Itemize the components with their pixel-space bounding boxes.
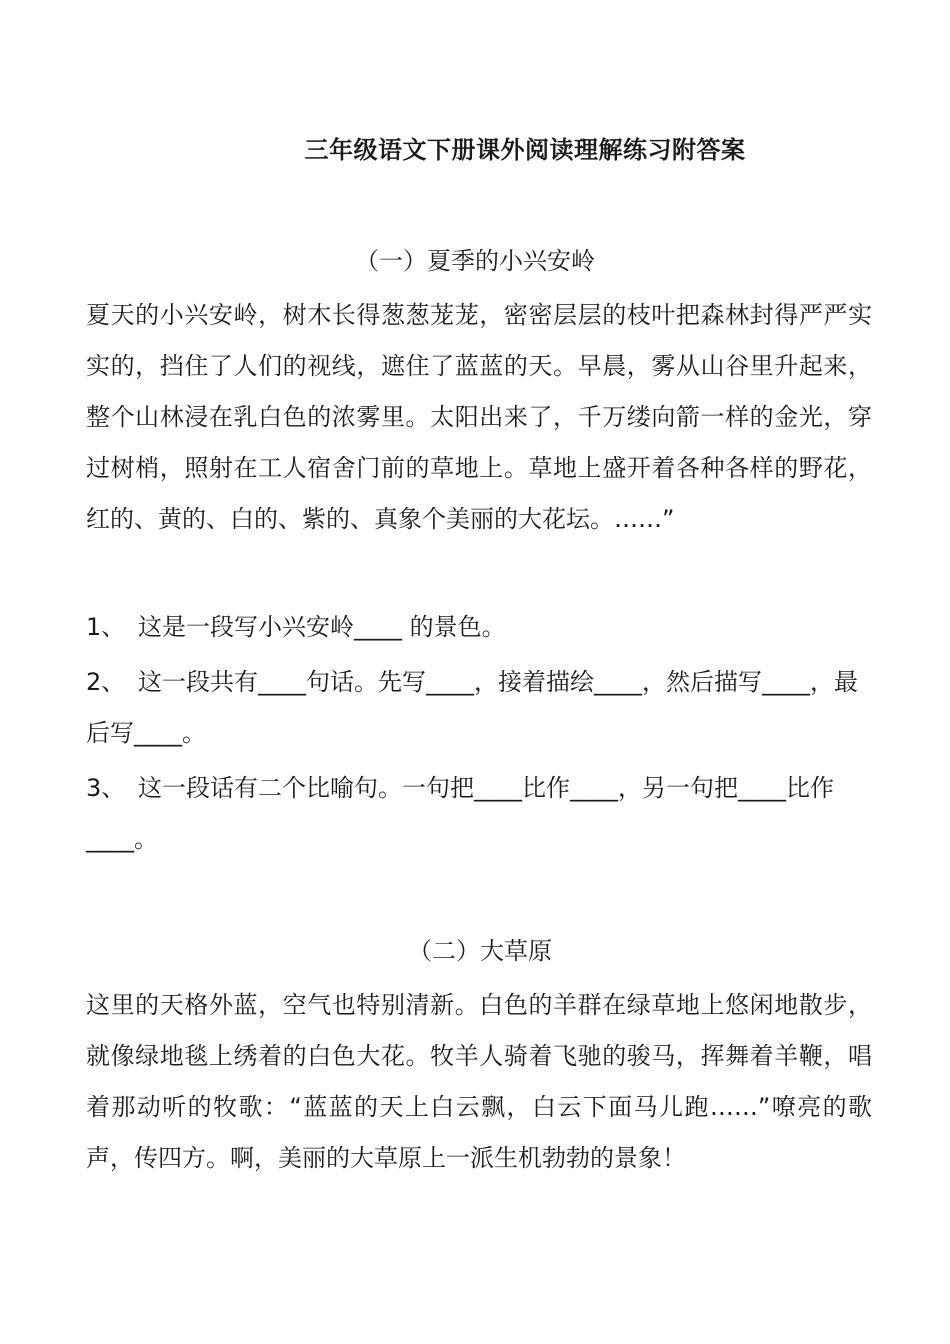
section-1-passage: 夏天的小兴安岭，树木长得葱葱茏茏，密密层层的枝叶把森林封得严严实实的，挡住了人们的视线，遮住了蓝蓝的天。早晨，雾从山谷里升起来，整个山林浸在乳白色的浓雾里。太阳出来了，千万缕向箭一样的金光，穿过树梢，照射在工人宿舍门前的草地上。草地上盛开着各种各样的野花，红的、黄的、白的、紫的、真象个美丽的大花坛。……” [86, 301, 872, 533]
question-2-number: 2、 [86, 668, 126, 696]
question-2-text: 这一段共有____句话。先写____，接着描绘____，然后描写____，最后写____。 [86, 668, 858, 747]
question-3-text: 这一段话有二个比喻句。一句把____比作____，另一句把____比作____。 [86, 774, 834, 853]
question-3 [86, 763, 876, 865]
question-1-text: 这是一段写小兴安岭____ 的景色。 [138, 613, 506, 641]
section-2-passage: 这里的天格外蓝，空气也特别清新。白色的羊群在绿草地上悠闲地散步，就像绿地毯上绣着的白色大花。牧羊人骑着飞驰的骏马，挥舞着羊鞭，唱着那动听的牧歌：“蓝蓝的天上白云飘，白云下面马儿跑……”嘹亮的歌声，传四方。啊，美丽的大草原上一派生机勃勃的景象！ [86, 991, 872, 1172]
question-3-number: 3、 [86, 774, 126, 802]
section-1-heading: （一）夏季的小兴安岭 [355, 247, 595, 275]
document-title: 三年级语文下册课外阅读理解练习附答案 [304, 136, 746, 164]
question-1-number: 1、 [86, 613, 126, 641]
question-2 [86, 657, 876, 759]
question-1 [86, 602, 876, 653]
section-2-heading: （二）大草原 [408, 937, 552, 965]
